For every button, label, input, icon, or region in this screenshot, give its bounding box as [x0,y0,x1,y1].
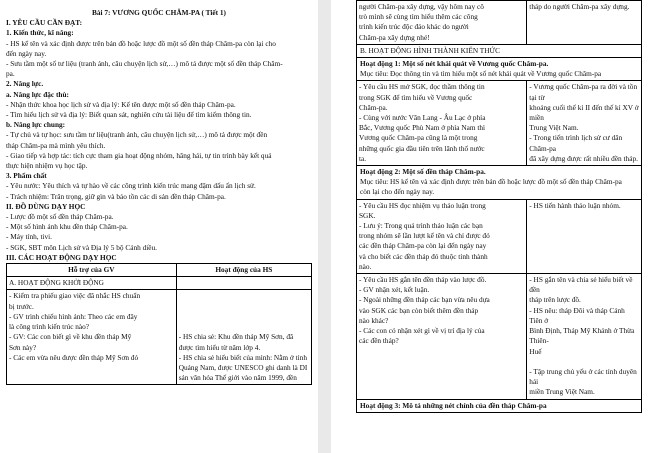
cell-line: bị trước. [9,301,34,311]
lesson-title: Bài 7: VƯƠNG QUỐC CHĂM-PA ( Tiết 1) [92,8,226,17]
table-row [7,290,312,385]
cell-line: và cho biết các đền tháp đó thuộc tỉnh thành [359,251,488,261]
cell-line: Bình Định, Tháp Mỹ Khánh ở Thừa Thiên- [529,326,635,346]
cell-line: - Lưu ý: Trong quá trình thảo luận các bạn [359,221,483,231]
cell-line [179,312,309,322]
cell-line: - Cùng với nước Văn Lang - Âu Lạc ở phía [359,113,486,123]
cell-hs [527,274,642,399]
cell-line: - GV trình chiếu hình ảnh: Theo các em đây [9,311,138,321]
text-line: 3. Phẩm chất [6,171,47,181]
activity-table-left [6,263,312,385]
cell-line: Chăm-pa. [359,102,388,112]
cell-line: SGK. [359,210,376,220]
table-row [357,58,642,81]
cell-line: ta. [359,153,367,163]
cell-line: - HS chia sẻ: Khu đền tháp Mỹ Sơn, đã [178,332,294,342]
activity-1-title: Hoạt động 1: Một số nét khái quát về Vương quốc Chăm-pa. [360,59,549,69]
cell-line: người Chăm-pa xây dựng, vậy hôm nay cô [359,2,484,11]
text-line: - Tìm hiểu lịch sử và địa lý: Biết quan sát, nghiên cứu tài liệu để tìm kiếm thông tin. [6,110,252,120]
text-line: - Một số hình ảnh khu đền tháp Chăm-pa. [6,222,128,232]
text-line: - Máy tính, tivi. [6,232,53,242]
section-a-empty [176,277,311,290]
cell-line: miền Trung Việt Nam. [529,387,595,397]
section-a-label: A. HOẠT ĐỘNG KHỞI ĐỘNG [7,277,177,290]
cell-line: Mục tiêu: HS kể tên và xác định được trên bản đồ hoặc lược đồ một số đền tháp Chăm-pa [360,177,622,187]
cell-gv [357,274,527,399]
cell-line: - Các con có nhận xét gì về vị trí địa lý của [359,326,485,336]
cell-line: - HS gắn tên và chia sẻ hiểu biết về đền [529,275,633,295]
cell-hs [527,81,642,166]
table-row [357,399,642,412]
cell-gv [357,1,527,45]
activity-2-goal [360,177,638,197]
cell-line: - Yêu cầu HS mở SGK, đọc thầm thông tin [359,82,485,92]
text-line: - SGK, SBT môn Lịch sử và Địa lý 5 bộ Cánh diều. [6,242,157,252]
cell-line: đã xây dựng được rất nhiều đền tháp. [529,153,638,163]
cell-line: tháp trên lược đồ. [529,295,581,305]
cell-line: Sơn này? [9,342,37,352]
cell-line: trong nhóm sẽ lần lượt kể tên và chỉ được đó [359,231,490,241]
cell-line: trong SGK để tìm hiểu về Vương quốc [359,92,473,102]
text-line: - Lược đồ một số đền tháp Chăm-pa. [6,212,114,222]
section-b-label: B. HOẠT ĐỘNG HÌNH THÀNH KIẾN THỨC [357,44,642,57]
text-line: III. CÁC HOẠT ĐỘNG DẠY HỌC [6,252,117,262]
cell-line: các đền tháp Chăm-pa còn lại đến ngày nay [359,241,487,251]
text-line: I. YÊU CẦU CẦN ĐẠT: [6,18,83,28]
text-line: b. Năng lực chung: [6,120,66,130]
activity-2-header [357,166,642,200]
cell-line: vào SGK các bạn còn biết thêm đền tháp [359,305,479,315]
cell-line: - Yêu cầu HS gắn tên đền tháp vào lược đồ. [359,275,487,285]
text-line: a. Năng lực đặc thù: [6,89,69,99]
cell-line: - GV nhận xét, kết luận. [359,285,430,295]
table-row [7,277,312,290]
cell-line: - Vương quốc Chăm-pa ra đời và tồn tại từ [529,82,638,102]
right-page [331,0,650,453]
table-header-row [7,264,312,277]
cell-line: - Yêu cầu HS đọc nhiệm vụ thảo luận trong [359,200,486,210]
cell-gv [357,81,527,166]
header-gv: Hỗ trợ của GV [7,264,177,277]
cell-line: - Ngoài những đền tháp các bạn vừa nêu dựa [359,295,490,305]
cell-line: nào. [359,261,372,271]
left-body [6,18,312,263]
text-line: - Sưu tầm một số tư liệu (tranh ảnh, câu chuyện lịch sử,…) mô tả được một số đền tháp Chăm- [6,59,283,69]
table-row [357,199,642,273]
cell-line: sản văn hóa Thế giới vào năm 1999, đền [178,373,297,383]
table-row [357,81,642,166]
cell-gv [357,199,527,273]
cell-hs [176,290,311,385]
cell-line: là công trình kiến trúc nào? [9,322,90,332]
cell-line [179,302,309,312]
cell-line: các đền tháp? [359,336,399,346]
text-line: pa. [6,69,15,79]
cell-line: trò mình sẽ cùng tìm hiểu thêm các công [359,12,478,22]
cell-line: Chăm-pa xây dựng nhé! [359,32,430,42]
text-line: II. ĐỒ DÙNG DẠY HỌC [6,201,86,211]
cell-gv [7,290,177,385]
cell-line: còn lại cho đến ngày nay. [360,187,435,197]
cell-line: Quảng Nam, được UNESCO ghi danh là DI [178,362,308,372]
table-row [357,166,642,200]
cell-line: - Kiểm tra phiếu giao việc đã nhắc HS chuẩn [9,291,141,301]
table-row [357,274,642,399]
text-line: - HS kể tên và xác định được trên bản đồ hoặc lược đồ một số đền tháp Chăm-pa còn lại cho [6,38,276,48]
text-line: 2. Năng lực. [6,79,44,89]
cell-line: - HS chia sẻ hiểu biết của mình: Nằm ở tỉnh [178,352,307,362]
cell-line: tháp do người Chăm-pa xây dựng. [529,2,630,11]
text-line: thực hiện nhiệm vụ học tập. [6,161,88,171]
left-page [0,0,318,453]
cell-line: - HS nêu: tháp Đôi và tháp Cánh Tiên ở [529,305,625,325]
cell-line: những quốc gia đầu tiên trên lãnh thổ nước [359,143,485,153]
text-line: - Giao tiếp và hợp tác: tích cực tham gia hoạt động nhóm, hăng hái, tự tin trình bày kết quả [6,150,272,160]
table-row [357,1,642,45]
text-line: - Tự chủ và tự học: sưu tầm tư liệu(tranh ảnh, câu chuyện lịch sử,…) mô tả được một đền [6,130,268,140]
cell-line [529,357,639,367]
text-line: - Trách nhiệm: Trân trọng, giữ gìn và bảo tồn các di sản đền tháp Chăm-pa. [6,191,226,201]
cell-line: - HS tiến hành thảo luận nhóm. [529,200,621,210]
activity-3-title: Hoạt động 3: Mô tả những nét chính của đền tháp Chăm-pa [357,399,642,412]
cell-line: Trung Việt Nam. [529,123,579,133]
cell-line: khoảng cuối thế kỉ II đến thế kỉ XV ở miền [529,102,639,123]
text-line: 1. Kiến thức, kĩ năng: [6,28,74,38]
cell-line [179,291,309,301]
cell-line: - GV: Các con biết gì về khu đền tháp Mỹ [9,332,132,342]
activity-1-header [357,58,642,81]
text-line: tháp Chăm-pa mà mình yêu thích. [6,140,106,150]
cell-line: Vương quốc Chăm-pa cũng là một trong [359,133,478,143]
text-line: - Yêu nước: Yêu thích và tự hào về các công trình kiến trúc mang đậm dấu ấn lịch sử. [6,181,256,191]
cell-line: - Tập trung chủ yếu ở các tỉnh duyên hải [529,366,637,387]
table-row [357,44,642,57]
activity-table-right [356,0,642,413]
cell-line: được tìm hiểu từ năm lớp 4. [178,342,261,352]
activity-2-title: Hoạt động 2: Một số đền tháp Chăm-pa. [360,167,486,177]
cell-line: Bắc, Vương quốc Phù Nam ở phía Nam thì [359,123,486,133]
activity-1-goal: Mục tiêu: Đọc thông tin và tìm hiểu một số nét khái quát về Vương quốc Chăm-pa [360,69,602,79]
cell-line: - Trong tiến trình lịch sử cư dân Chăm-pa [529,133,623,153]
cell-line: - Các em vừa nêu được đền tháp Mỹ Sơn đó [9,352,139,362]
cell-line: nào khác? [359,315,389,325]
cell-hs [527,1,642,45]
header-hs: Hoạt động của HS [176,264,311,277]
text-line: - Nhận thức khoa học lịch sử và địa lý: Kể tên được một số đền tháp Chăm-pa. [6,99,236,109]
cell-line: trình kiến trúc độc đáo khác do người [359,22,469,32]
cell-line: Huế [529,346,542,356]
cell-line [179,322,309,332]
cell-hs [527,199,642,273]
text-line: đến ngày nay. [6,48,47,58]
